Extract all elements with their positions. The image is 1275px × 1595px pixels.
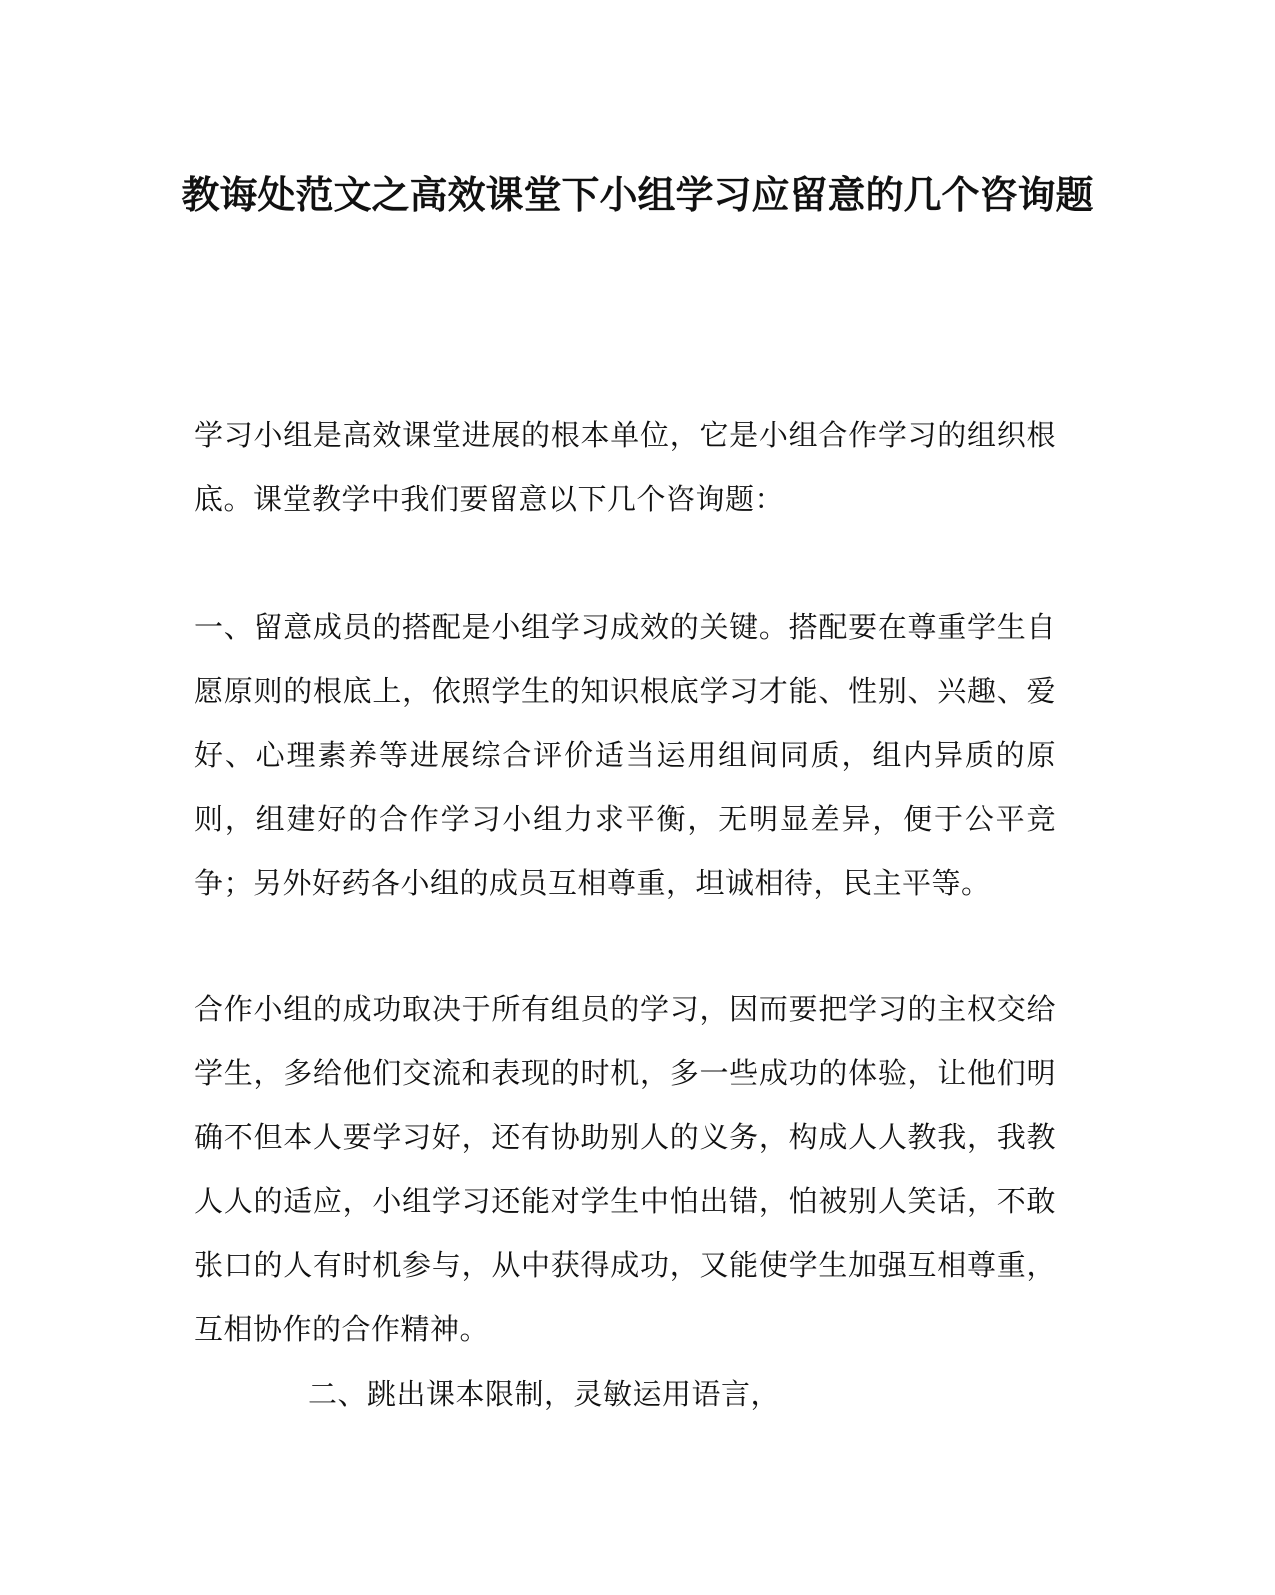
paragraph-point-two: 二、跳出课本限制，灵敏运用语言， [308, 1377, 781, 1411]
paragraph-cooperation: 合作小组的成功取决于所有组员的学习，因而要把学习的主权交给学生，多给他们交流和表现的时机，多一些成功的体验，让他们明确不但本人要学习好，还有协助别人的义务，构成人人教我，我教人人的适应，小组学习还能对学生中怕出错，怕被别人笑话，不敢张口的人有时机参与，从中获得成功，又能使学生加强互相尊重，互相协作的合作精神。 [194, 992, 1056, 1346]
paragraph-intro: 学习小组是高效课堂进展的根本单位，它是小组合作学习的组织根底。课堂教学中我们要留意以下几个咨询题： [194, 418, 1056, 516]
document-title: 教诲处范文之高效课堂下小组学习应留意的几个咨询题 [181, 172, 1094, 217]
paragraph-point-one: 一、留意成员的搭配是小组学习成效的关键。搭配要在尊重学生自愿原则的根底上，依照学生的知识根底学习才能、性别、兴趣、爱好、心理素养等进展综合评价适当运用组间同质，组内异质的原则，组建好的合作学习小组力求平衡，无明显差异，便于公平竞争；另外好药各小组的成员互相尊重，坦诚相待，民主平等。 [194, 610, 1056, 900]
